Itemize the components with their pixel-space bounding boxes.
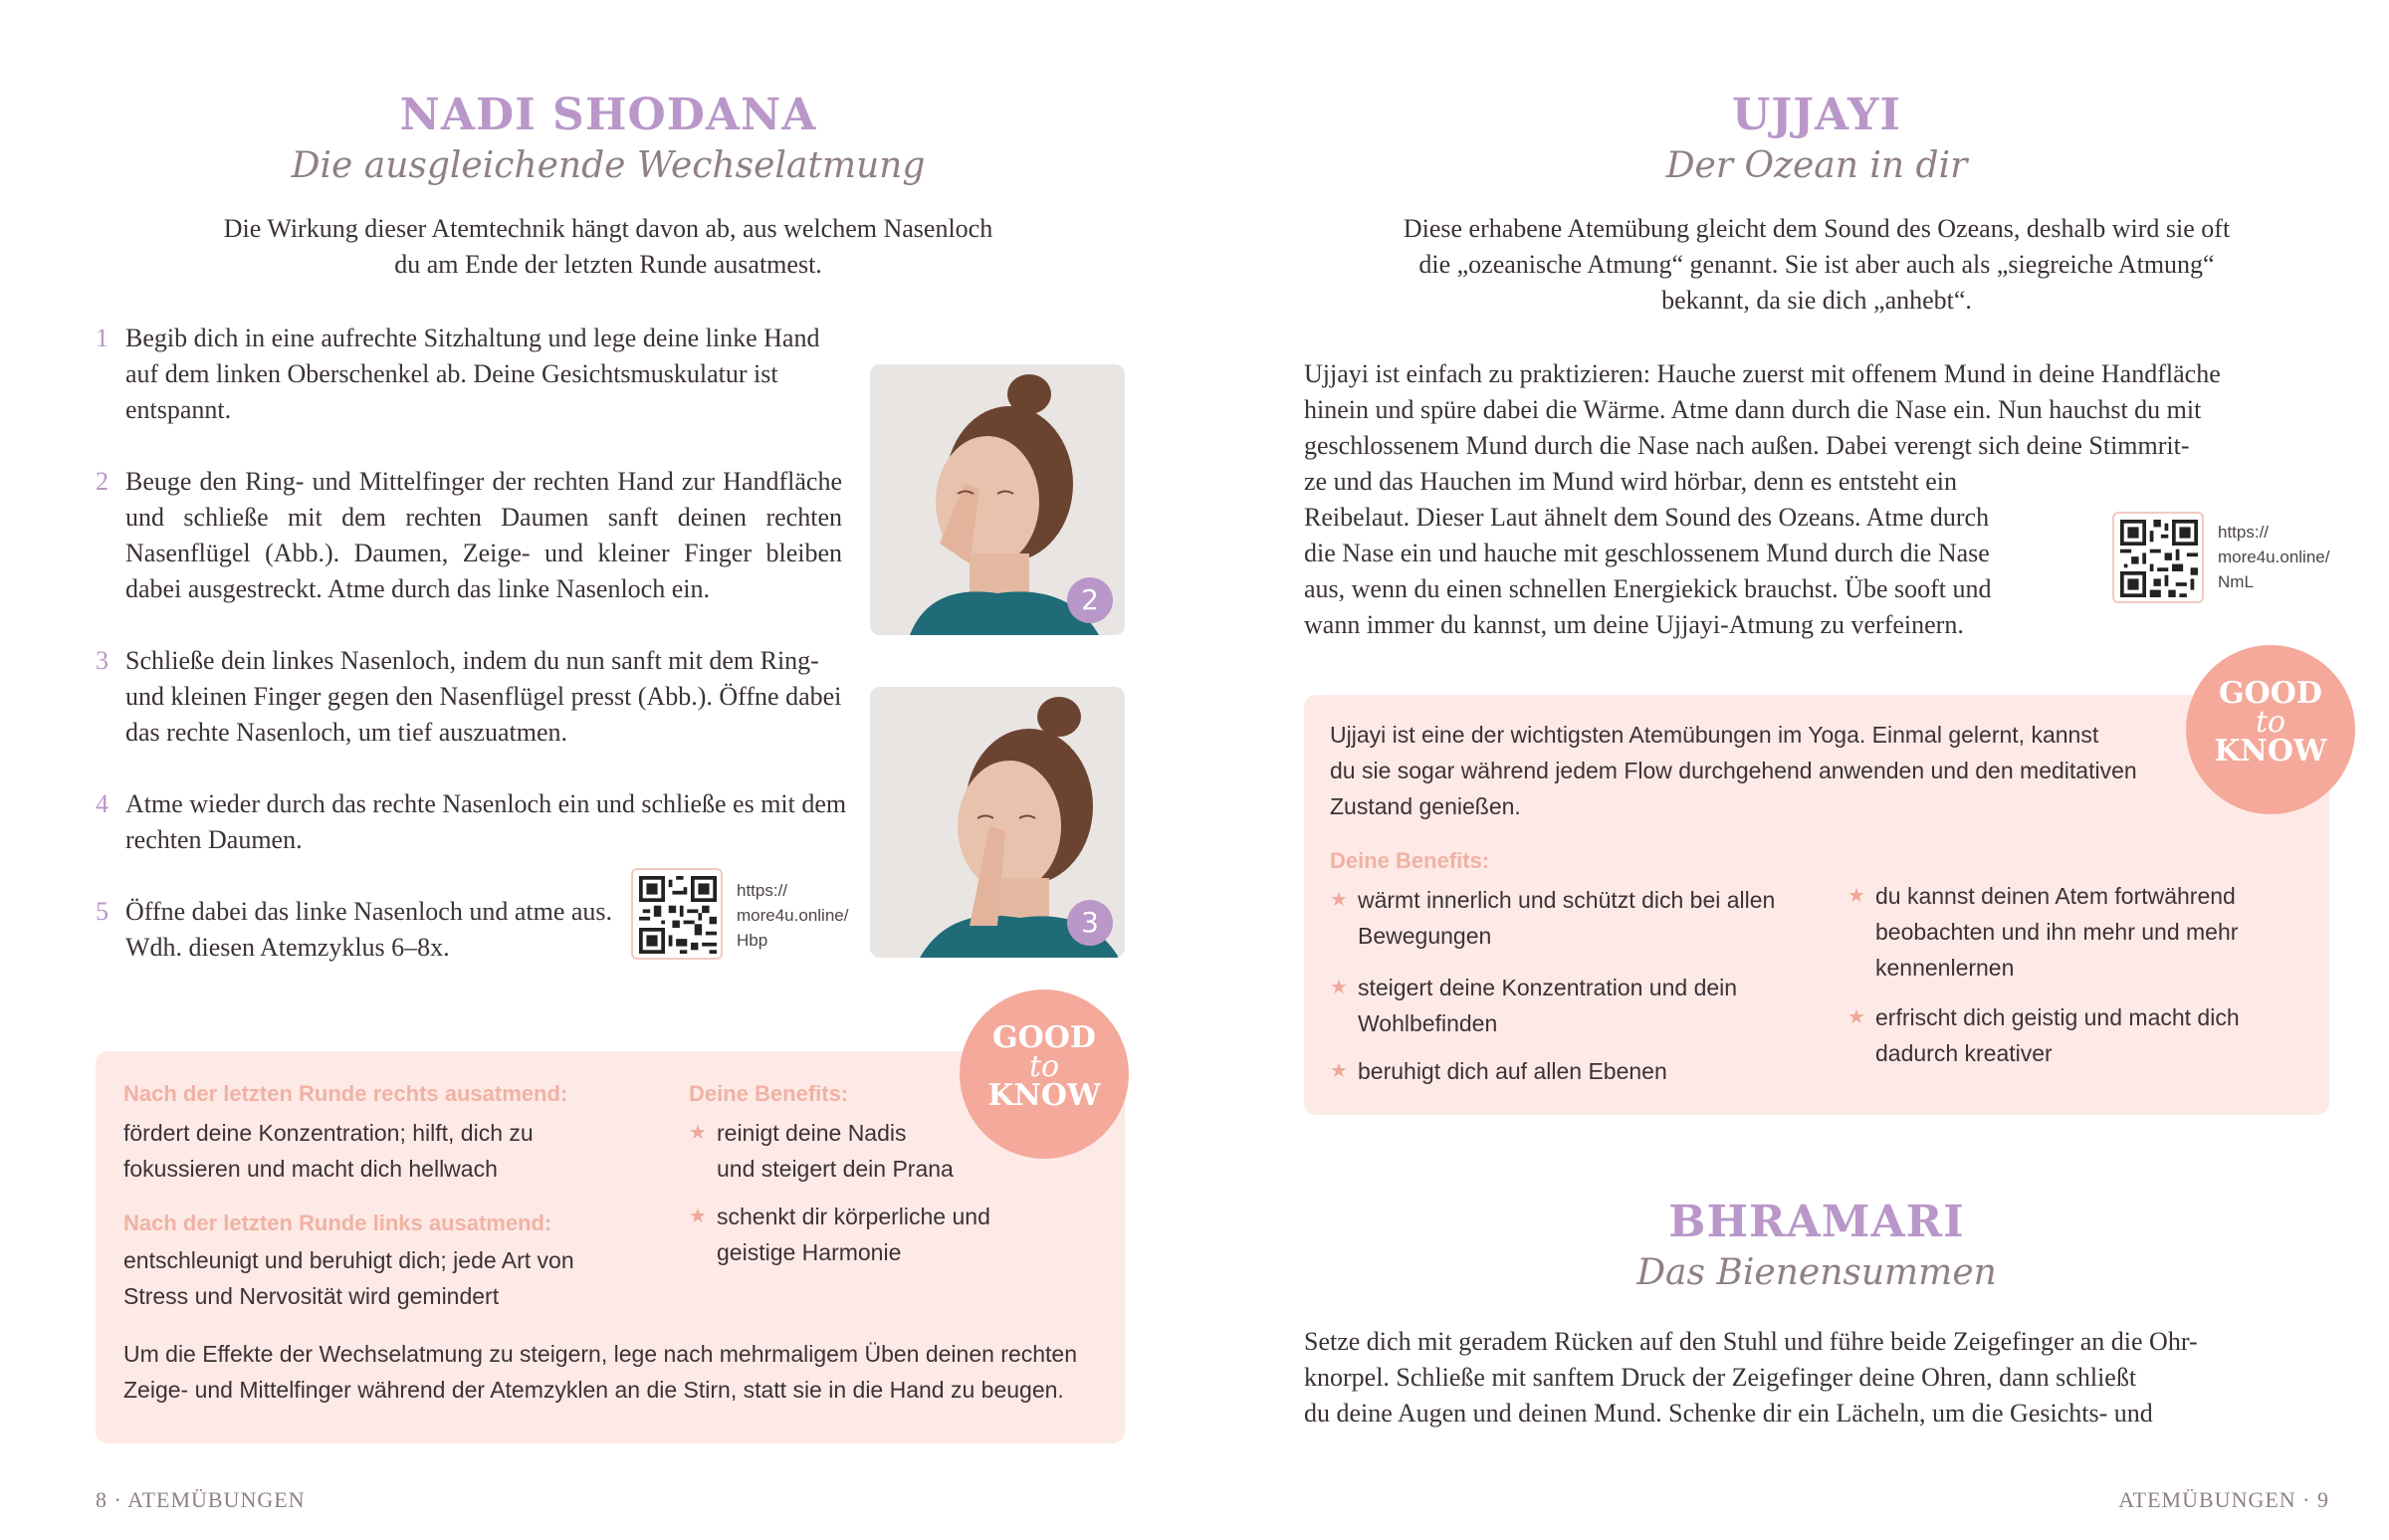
- badge-line: to: [2255, 705, 2286, 740]
- box-text-line: fördert deine Konzentration; hilft, dich zu: [123, 1120, 534, 1146]
- right-intro: [1304, 211, 2329, 319]
- paragraph-line: aus, wenn du einen schnellen Energiekick brauchst. Übe sooft und: [1304, 574, 1992, 603]
- benefits-heading: Deine Benefits:: [689, 1081, 849, 1106]
- badge-line: to: [1028, 1049, 1060, 1084]
- left-page-footer: 8 · ATEMÜBUNGEN: [96, 1487, 306, 1512]
- step-text: Öffne dabei das linke Nasenloch und atme aus. Wdh. diesen Atemzyklus 6–8x.: [125, 897, 613, 962]
- benefit-line: steigert deine Konzentration und dein: [1358, 975, 1738, 1000]
- left-subtitle: Die ausgleichende Wechselatmung: [291, 145, 926, 186]
- benefit-text: [1875, 999, 2240, 1071]
- box-footer-text: [123, 1336, 1077, 1408]
- badge-line: GOOD: [992, 1020, 1096, 1055]
- benefit-item: [689, 1199, 990, 1270]
- benefit-line: du kannst deinen Atem fortwährend: [1875, 883, 2236, 909]
- paragraph-line: Ujjayi ist einfach zu praktizieren: Hauche zuerst mit offenem Mund in deine Handfläche: [1304, 359, 2221, 388]
- step-1: [96, 321, 852, 428]
- step-text: Beuge den Ring- und Mittelfinger der rechten Hand zur Handfläche und schließe mit dem rechten Daumen sanft deinen rechten Nasenflügel (Abb.). Daumen, Zeige- und kleiner Finger bleiben dabei ausgestreckt. Atme durch das linke Nasenloch ein.: [125, 467, 842, 603]
- benefit-item: [689, 1115, 954, 1187]
- paragraph-line: knorpel. Schließe mit sanftem Druck der Zeigefinger deine Ohren, dann schließt: [1304, 1363, 2137, 1392]
- box-text-line: fokussieren und macht dich hellwach: [123, 1156, 498, 1182]
- photo-number-badge: 3: [1067, 900, 1113, 946]
- box-text: [123, 1242, 574, 1314]
- badge-line: GOOD: [2219, 676, 2322, 711]
- qr-url[interactable]: [737, 878, 848, 953]
- qr-code[interactable]: [2112, 512, 2204, 603]
- badge-line: KNOW: [2214, 734, 2327, 769]
- box-text: [123, 1115, 534, 1187]
- benefit-line: Bewegungen: [1358, 923, 1492, 949]
- right-title: UJJAYI: [1732, 90, 1901, 140]
- benefit-item: [1847, 999, 2240, 1071]
- star-icon: ★: [1847, 1006, 1865, 1028]
- star-icon: ★: [1847, 885, 1865, 907]
- qr-code[interactable]: [631, 868, 723, 960]
- box-text-line: Ujjayi ist eine der wichtigsten Atemübungen im Yoga. Einmal gelernt, kannst: [1330, 722, 2099, 748]
- qr-pattern: [2120, 520, 2198, 597]
- box-text-line: entschleunigt und beruhigt dich; jede Art von: [123, 1247, 574, 1273]
- good-to-know-badge: [2186, 645, 2355, 814]
- left-intro: [96, 211, 1121, 283]
- qr-url-line: NmL: [2218, 572, 2254, 591]
- step-text: Schließe dein linkes Nasenloch, indem du nun sanft mit dem Ring- und kleinen Finger gegen den Nasenflügel presst (Abb.). Öffne dabei das rechte Nasenloch, um tief auszuatmen.: [125, 646, 842, 747]
- benefits-heading: Deine Benefits:: [1330, 848, 1490, 873]
- star-icon: ★: [689, 1122, 707, 1144]
- benefit-line: reinigt deine Nadis: [717, 1120, 907, 1146]
- photo-step-3: [870, 687, 1125, 958]
- benefit-text: [1358, 1053, 1667, 1089]
- benefit-text: [1875, 878, 2238, 986]
- benefit-line: Wohlbefinden: [1358, 1010, 1498, 1036]
- step-5: [96, 894, 633, 966]
- step-4: [96, 786, 852, 858]
- qr-url[interactable]: [2218, 520, 2329, 594]
- benefit-item: [1330, 1053, 1667, 1089]
- paragraph-line: geschlossenem Mund durch die Nase nach außen. Dabei verengt sich deine Stimmrit-: [1304, 431, 2190, 460]
- box-heading: Nach der letzten Runde rechts ausatmend:: [123, 1081, 568, 1106]
- benefit-line: beruhigt dich auf allen Ebenen: [1358, 1058, 1667, 1084]
- photo-number-badge: 2: [1067, 577, 1113, 623]
- benefit-text: [1358, 970, 1737, 1041]
- paragraph-line: Setze dich mit geradem Rücken auf den Stuhl und führe beide Zeigefinger an die Ohr-: [1304, 1327, 2198, 1356]
- benefit-item: [1330, 970, 1737, 1041]
- step-text: Begib dich in eine aufrechte Sitzhaltung und lege deine linke Hand auf dem linken Oberschenkel ab. Deine Gesichtsmuskulatur ist entspannt.: [125, 324, 820, 424]
- benefit-line: geistige Harmonie: [717, 1239, 902, 1265]
- step-text: Atme wieder durch das rechte Nasenloch ein und schließe es mit dem rechten Daumen.: [125, 789, 847, 854]
- benefit-text: [717, 1199, 990, 1270]
- step-number: 3: [96, 646, 109, 675]
- left-intro-line: du am Ende der letzten Runde ausatmest.: [394, 250, 822, 279]
- right-page-footer: ATEMÜBUNGEN · 9: [2118, 1487, 2329, 1512]
- right-intro-line: Diese erhabene Atemübung gleicht dem Sound des Ozeans, deshalb wird sie oft: [1403, 214, 2231, 243]
- step-number: 5: [96, 897, 109, 926]
- box-text-line: Stress und Nervosität wird gemindert: [123, 1283, 500, 1309]
- box-footer-line: Zeige- und Mittelfinger während der Atemzyklen an die Stirn, statt sie in die Hand zu beugen.: [123, 1377, 1064, 1403]
- qr-pattern: [639, 876, 717, 954]
- star-icon: ★: [1330, 977, 1348, 998]
- step-number: 1: [96, 324, 109, 352]
- benefit-text: [717, 1115, 954, 1187]
- step-3: [96, 643, 852, 751]
- bhramari-title: BHRAMARI: [1668, 1197, 1965, 1247]
- box-text-line: Zustand genießen.: [1330, 793, 1521, 819]
- right-intro-line: bekannt, da sie dich „anhebt“.: [1661, 286, 1972, 315]
- left-intro-line: Die Wirkung dieser Atemtechnik hängt davon ab, aus welchem Nasenloch: [223, 214, 993, 243]
- qr-url-line: more4u.online/: [737, 906, 849, 925]
- paragraph-line: die Nase ein und hauche mit geschlossenem Mund durch die Nase: [1304, 539, 1990, 567]
- badge-line: KNOW: [987, 1078, 1101, 1113]
- right-intro-line: die „ozeanische Atmung“ genannt. Sie ist aber auch als „siegreiche Atmung“: [1418, 250, 2215, 279]
- box-footer-line: Um die Effekte der Wechselatmung zu steigern, lege nach mehrmaligem Üben deinen rechten: [123, 1341, 1078, 1367]
- star-icon: ★: [1330, 1060, 1348, 1082]
- paragraph-line: wann immer du kannst, um deine Ujjayi-Atmung zu verfeinern.: [1304, 610, 1964, 639]
- qr-url-line: more4u.online/: [2218, 548, 2330, 566]
- bhramari-subtitle: Das Bienensummen: [1636, 1252, 1997, 1293]
- benefit-item: [1330, 882, 1775, 954]
- box-text: [1330, 717, 2186, 824]
- benefit-line: und steigert dein Prana: [717, 1156, 954, 1182]
- paragraph-line: Reibelaut. Dieser Laut ähnelt dem Sound des Ozeans. Atme durch: [1304, 503, 1990, 532]
- bhramari-paragraph: [1304, 1324, 2329, 1431]
- step-number: 4: [96, 789, 109, 818]
- paragraph-line: hinein und spüre dabei die Wärme. Atme dann durch die Nase ein. Nun hauchst du mit: [1304, 395, 2202, 424]
- qr-url-line: Hbp: [737, 931, 768, 950]
- benefit-text: [1358, 882, 1775, 954]
- step-2: [96, 464, 842, 607]
- box-text-line: du sie sogar während jedem Flow durchgehend anwenden und den meditativen: [1330, 758, 2137, 783]
- benefit-line: wärmt innerlich und schützt dich bei allen: [1358, 887, 1776, 913]
- step-number: 2: [96, 467, 109, 496]
- qr-url-line: https://: [2218, 523, 2270, 542]
- benefit-line: dadurch kreativer: [1875, 1040, 2053, 1066]
- right-subtitle: Der Ozean in dir: [1665, 145, 1968, 186]
- benefit-line: erfrischt dich geistig und macht dich: [1875, 1004, 2240, 1030]
- photo-step-2: [870, 364, 1125, 635]
- paragraph-line: du deine Augen und deinen Mund. Schenke dir ein Lächeln, um die Gesichts- und: [1304, 1399, 2153, 1428]
- qr-url-line: https://: [737, 881, 788, 900]
- paragraph-line: ze und das Hauchen im Mund wird hörbar, denn es entsteht ein: [1304, 467, 1958, 496]
- benefit-item: [1847, 878, 2238, 986]
- star-icon: ★: [689, 1206, 707, 1227]
- benefit-line: schenkt dir körperliche und: [717, 1204, 990, 1229]
- benefit-line: beobachten und ihn mehr und mehr: [1875, 919, 2239, 945]
- box-heading: Nach der letzten Runde links ausatmend:: [123, 1210, 552, 1235]
- benefit-line: kennenlernen: [1875, 955, 2015, 981]
- star-icon: ★: [1330, 889, 1348, 911]
- good-to-know-badge: [960, 990, 1129, 1159]
- left-title: NADI SHODANA: [399, 90, 817, 140]
